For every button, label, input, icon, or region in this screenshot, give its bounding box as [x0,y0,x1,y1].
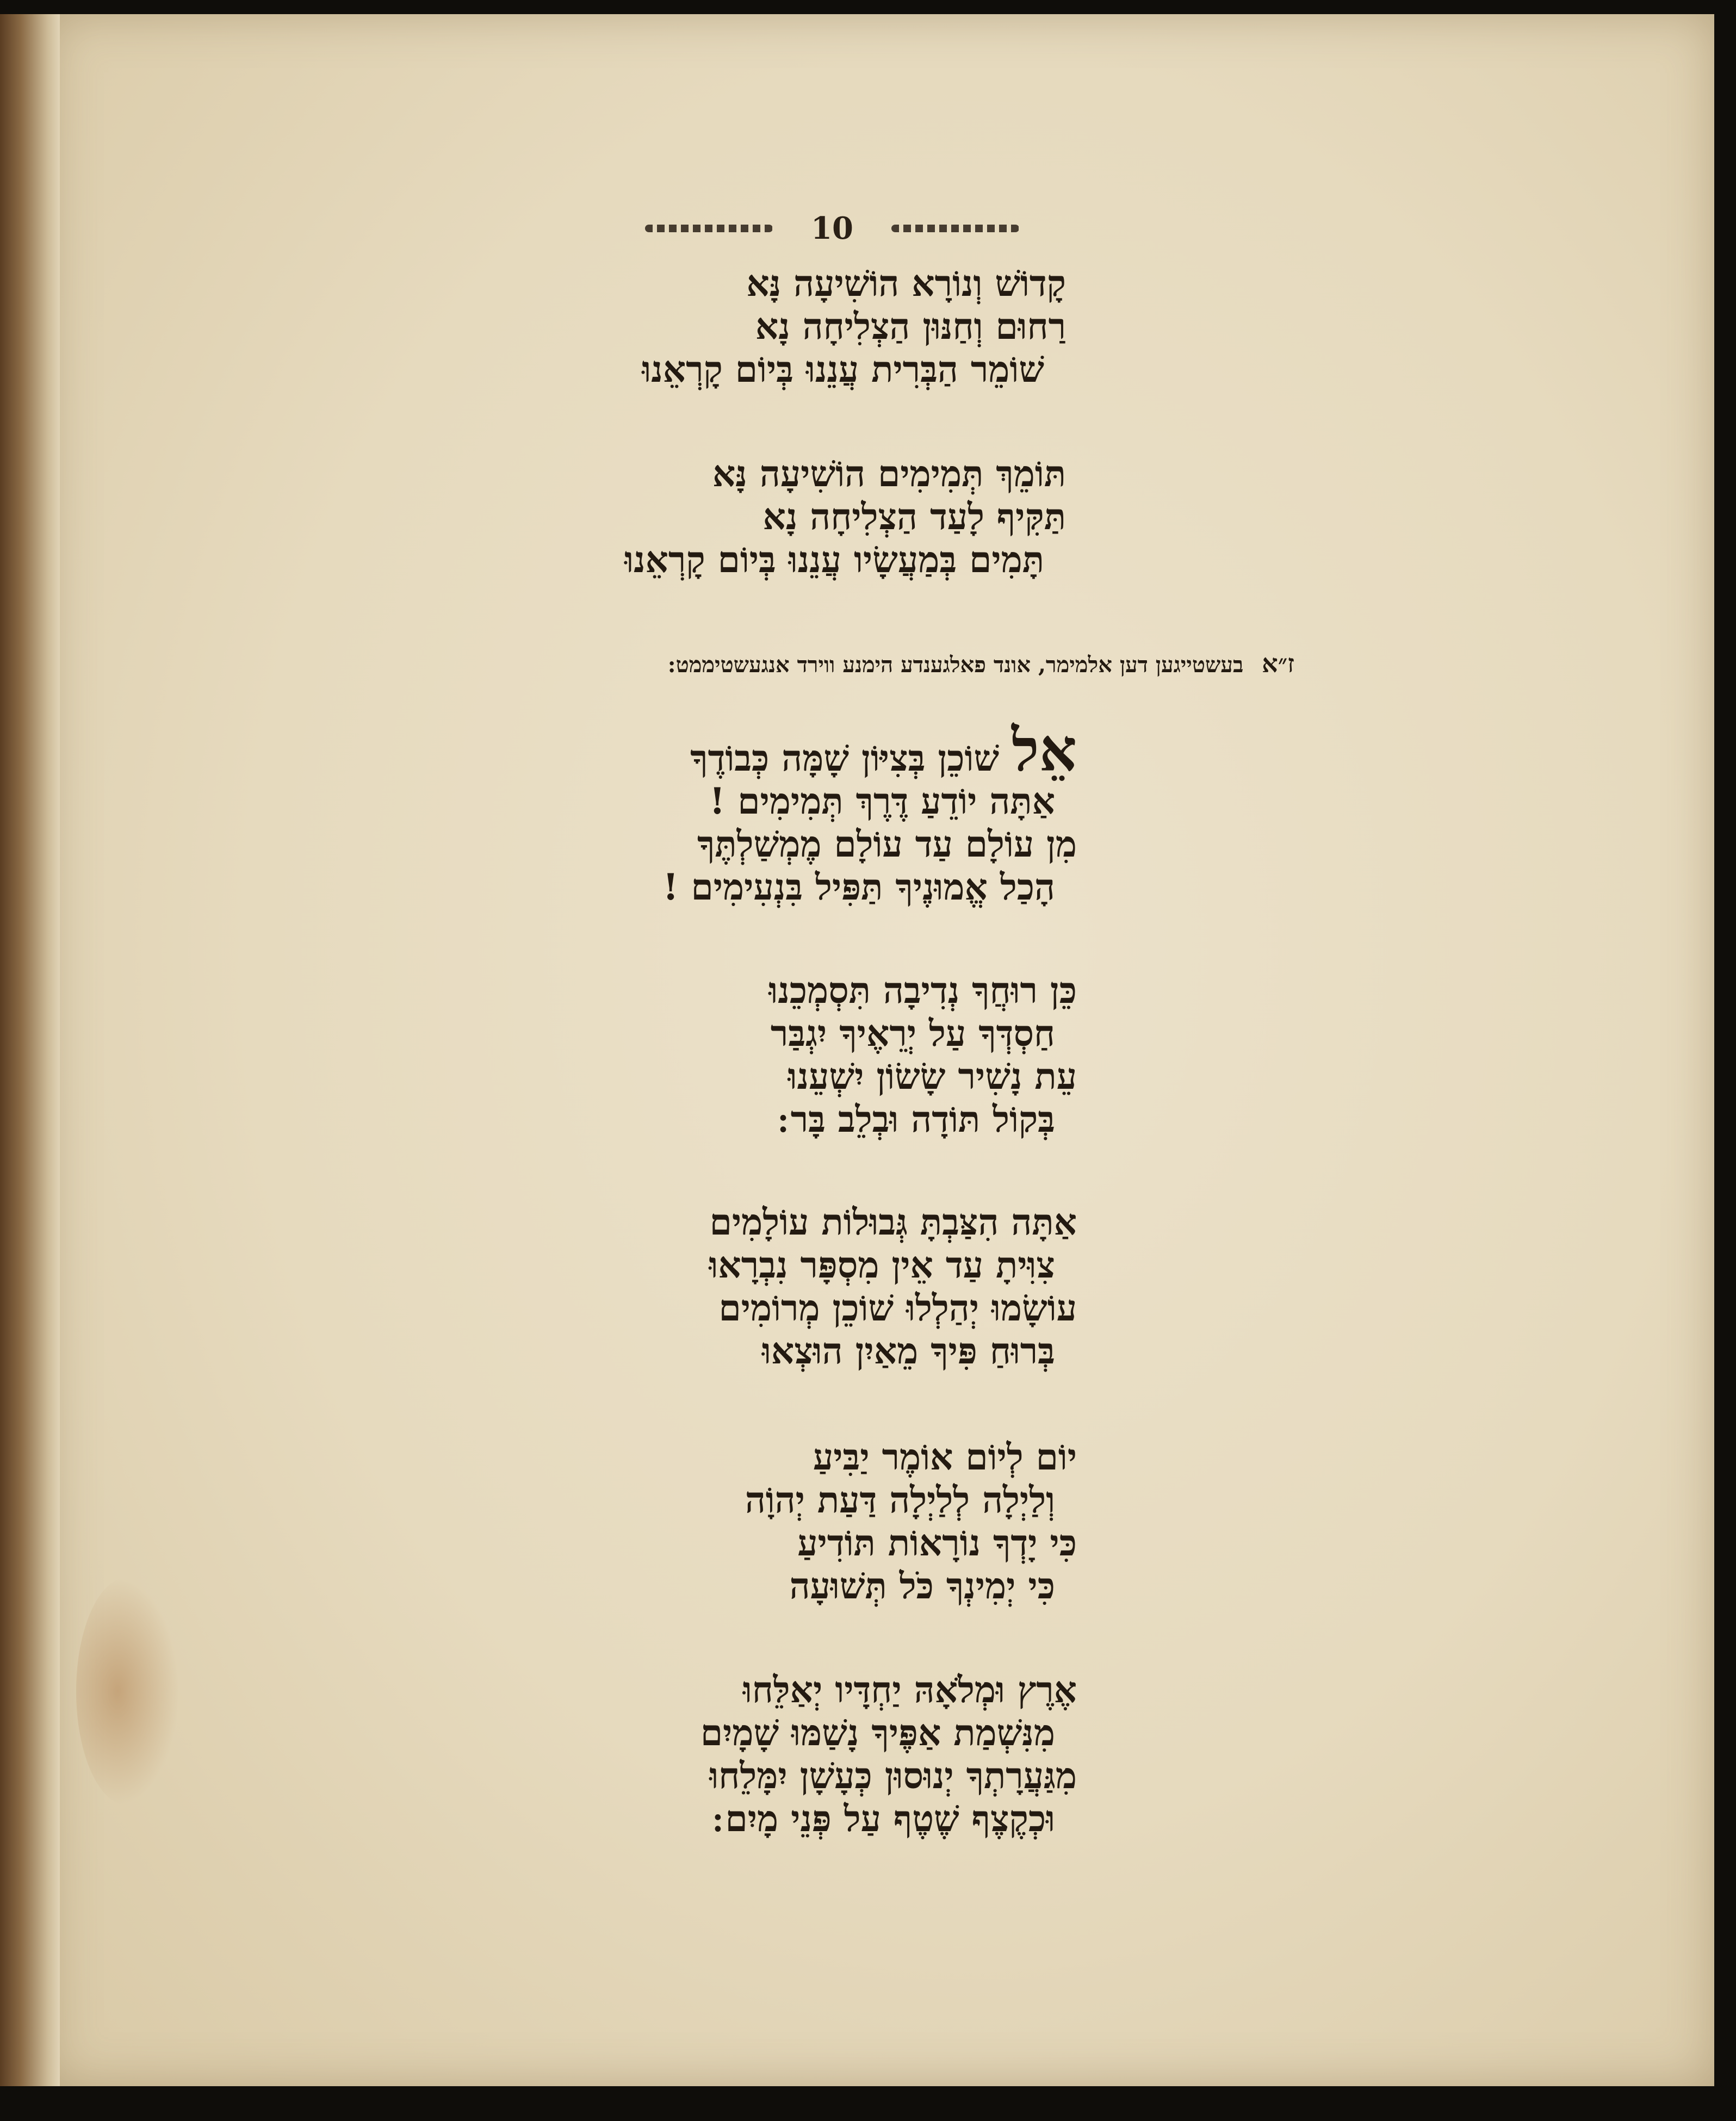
poem-line: כֵּן רוּחֲךָ נְדִיבָה תִּסְמְכֵנוּ [768,969,1077,1012]
hymn-stanza-5 [587,1669,1077,1840]
poem-line: חַסְדְּךָ עַל יְרֵאֶיךָ יִגְבַּר [770,1012,1055,1055]
poem-line: תָּמִים בְּמַעֲשָׂיו עֲנֵנוּ בְּיוֹם קָרְאֵנוּ [624,538,1044,581]
header-rule-right [891,225,1019,232]
page-header [625,204,1039,253]
poem-line: יוֹם לְיוֹם אוֹמֶר יַבִּיעַ [813,1436,1077,1478]
hymn-first-line [587,716,1077,785]
poem-line: תּוֹמֵךְ תְּמִימִים הוֹשִׁיעָה נָּא [712,452,1066,495]
poem-line: בְּקוֹל תּוֹדָה וּבְלֵב בָּר ׃ [778,1098,1055,1140]
hymn-initial-word: אֵל [1012,716,1077,785]
poem-line: תַּקִּיף לָעַד הַצְלִיחָה נָא [762,495,1066,538]
poem-line: כִּי יְמִינְךָ כֹּל תְּשׁוּעָה [789,1565,1055,1607]
poem-line: אַתָּה הִצַּבְתָּ גְּבוּלוֹת עוֹלָמִים [709,1201,1077,1243]
poem-line: עֵת נָשִׁיר שָׂשׂוֹן יִשְׁעֵנוּ [788,1055,1077,1097]
hymn-first-line-text: שׁוֹכֵן בְּצִיּוֹן שָׁמָּה כְּבוֹדֶךָ [690,737,1000,779]
poem-line: מִן עוֹלָם עַד עוֹלָם מֶמְשַׁלְתֶּךָ [697,823,1077,865]
book-spine [0,14,60,2086]
poem-line: צִוִּיתָ עַד אֵין מִסְפָּר נִבְרָאוּ [709,1244,1055,1286]
poem-line: הָכַל אֱמוּנֶיךָ תַּפִּיל בִּנְעִימִים ! [662,866,1055,908]
poem-line: וּכְקֶצֶף שֶׁטֶף עַל פְּנֵי מָיִם ׃ [712,1797,1055,1840]
instruction-caption [402,642,1294,687]
hymn-stanza-4 [587,1436,1077,1608]
hymn-stanza-2 [587,969,1077,1141]
poem-line: קָדוֹשׁ וְנוֹרָא הוֹשִׁיעָה נָּא [746,262,1066,305]
header-rule-left [645,225,773,232]
poem-line: וְלַיְלָה לְלַיְלָה דַּעַת יְהוָֹה [745,1479,1055,1521]
poem-line: עוֹשָׂמוּ יְהַלְלוּ שׁוֹכֵן מְרוֹמִים [718,1287,1077,1329]
caption-text: בעשטייגען דען אלמימר, אונד פאלגענדע הימנע ווירד אנגעשטיממט: [667,652,1244,678]
stanza-top-2 [489,452,1066,581]
poem-line: אַתָּה יוֹדֵעַ דֶּרֶךְ תְּמִימִים ! [709,780,1055,822]
page-number: 10 [811,210,853,246]
paper-stain [76,1577,179,1806]
caption-number: ז״א [1262,649,1294,678]
poem-line: שׁוֹמֵר הַבְּרִית עֲנֵנוּ בְּיוֹם קָרְאֵנוּ [642,348,1044,390]
poem-line: בְּרוּחַ פִּיךָ מֵאַיִן הוּצְאוּ [761,1330,1055,1372]
poem-line: אֶרֶץ וּמְלֹאָהּ יַחְדָּיו יְאַלֵּחוּ [742,1669,1077,1711]
poem-line: מִנִּשְׁמַת אַפֶּיךָ נָשַׁמּוּ שָׁמָיִם [700,1711,1055,1754]
stanza-top-1 [489,262,1066,391]
hymn-stanza-3 [587,1201,1077,1373]
hymn-stanza-1 [587,716,1077,909]
poem-line: כִּי יָדְךָ נוֹרָאוֹת תּוֹדִיעַ [797,1522,1077,1564]
poem-line: מִגַּעֲרָתְךָ יְנוּסוּן כְּעָשָׁן יִמָּלֵחוּ [709,1754,1077,1797]
poem-line: רַחוּם וְחַנּוּן הַצְלִיחָה נָא [755,305,1066,348]
